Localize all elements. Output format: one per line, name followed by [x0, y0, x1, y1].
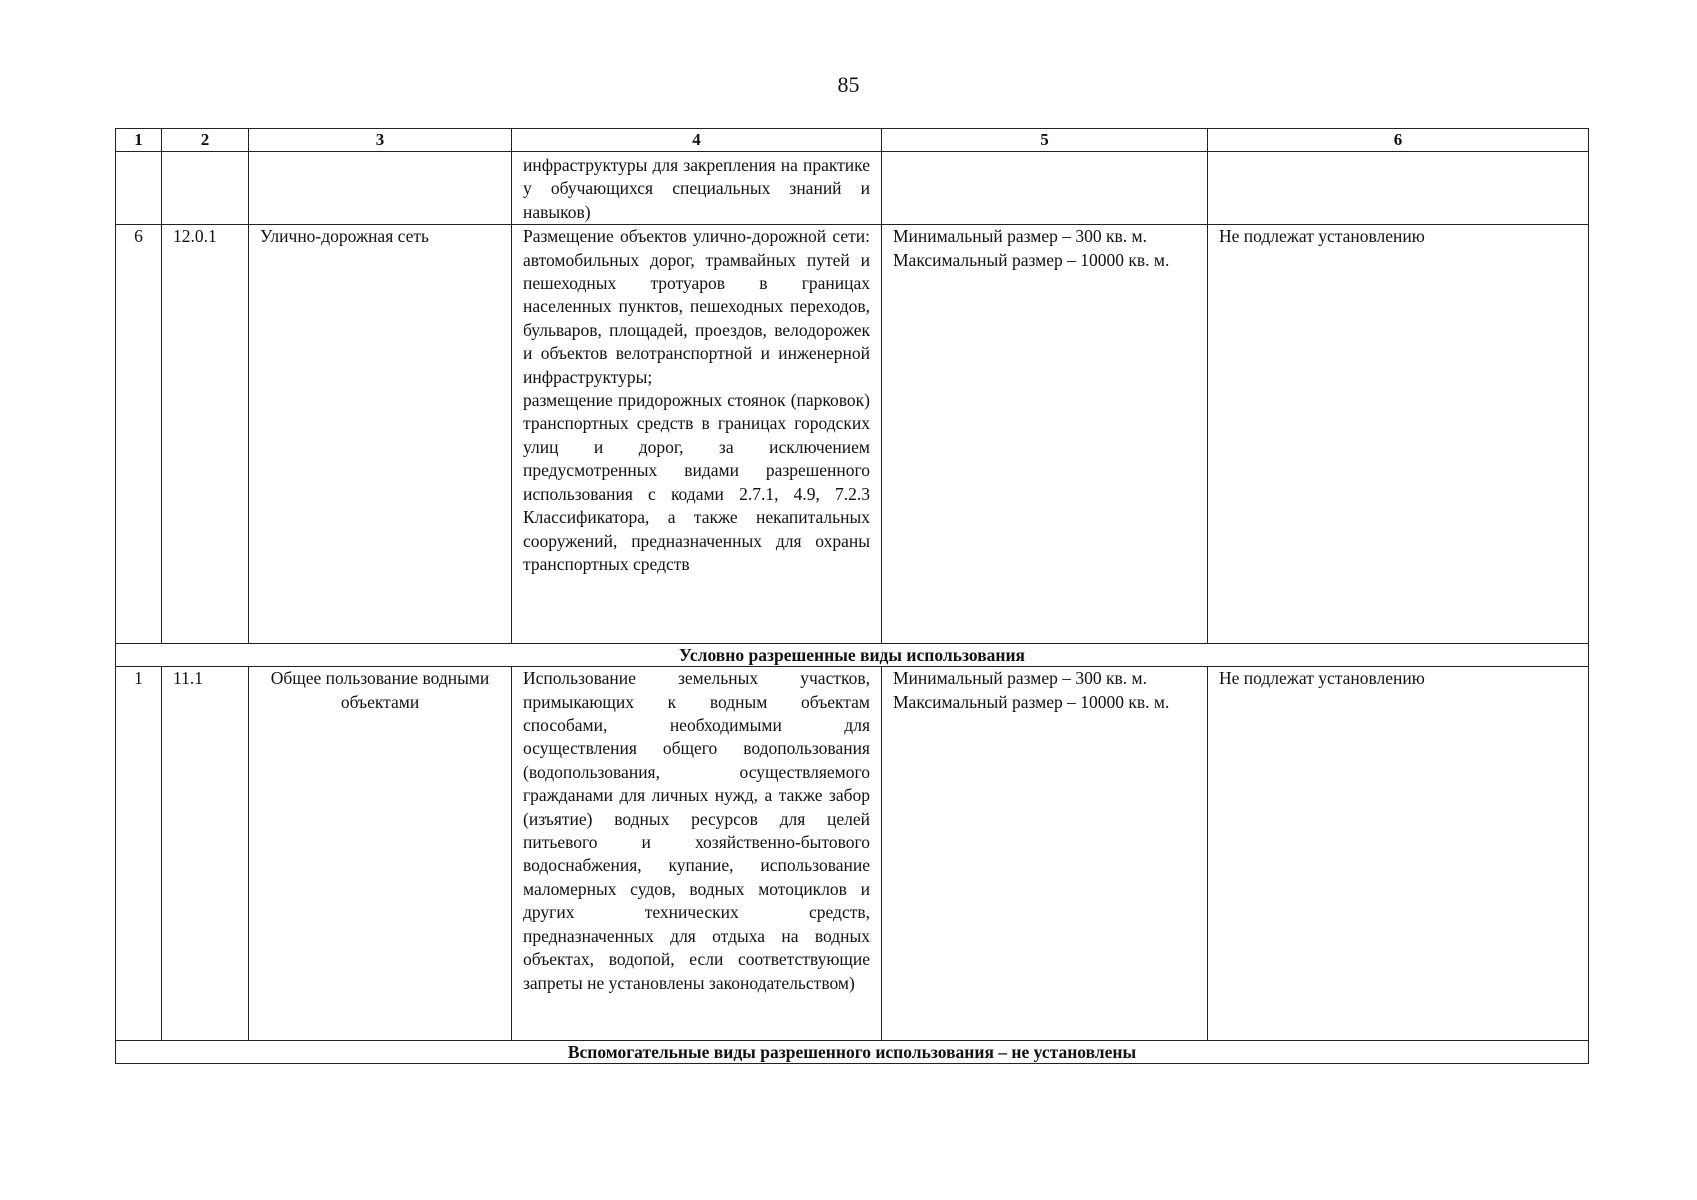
size-max: Максимальный размер – 10000 кв. м.: [893, 691, 1170, 712]
section-title-auxiliary: Вспомогательные виды разрешенного использования – не установлены: [116, 1041, 1589, 1064]
size-min: Минимальный размер – 300 кв. м.: [893, 668, 1147, 689]
cell-empty: [116, 152, 162, 225]
size-max: Максимальный размер – 10000 кв. м.: [893, 249, 1170, 270]
table-row-street-network: [116, 225, 1589, 644]
use-name: Общее пользование водными объектами: [249, 667, 512, 1041]
page-number: 85: [837, 72, 860, 97]
table-row-water-use: [116, 667, 1589, 1041]
row-number: 6: [116, 225, 162, 644]
use-description: Использование земельных участков, примыкающих к водным объектам способами, необходимыми для осуществления общего водопользования (водопользования, осуществляемого гражданами для личных нужд, а также забор (изъятие) водных ресурсов для целей питьевого и хозяйственно-бытового водоснабжения, купание, использование маломерных судов, водных мотоциклов и других технических средств, предназначенных для отдыха на водных объектах, водопой, если соответствующие запреты не установлены законодательством): [512, 667, 882, 1041]
section-row-conditional: [116, 644, 1589, 667]
restrictions: Не подлежат установлению: [1208, 667, 1589, 1041]
description-paragraph-2: размещение придорожных стоянок (парковок) транспортных средств в границах городских улиц и дорог, за исключением предусмотренных видами разрешенного использования с кодами 2.7.1, 4.9, 7.2.3 Классификатора, а также некапитальных сооружений, предназначенных для охраны транспортных средств: [523, 390, 870, 574]
cell-empty: [882, 152, 1208, 225]
row-number: 1: [116, 667, 162, 1041]
section-row-auxiliary: [116, 1041, 1589, 1064]
description-paragraph-1: Размещение объектов улично-дорожной сети: автомобильных дорог, трамвайных путей и пешеходных тротуаров в границах населенных пунктов, пешеходных переходов, бульваров, площадей, проездов, велодорожек и объектов велотранспортной и инженерной инфраструктуры;: [523, 226, 870, 387]
use-name: Улично-дорожная сеть: [249, 225, 512, 644]
header-col-5: 5: [882, 129, 1208, 152]
header-row: [116, 129, 1589, 152]
cell-empty: [1208, 152, 1589, 225]
header-col-1: 1: [116, 129, 162, 152]
zoning-table: [115, 128, 1589, 1064]
plot-size-limits: [882, 225, 1208, 644]
header-col-6: 6: [1208, 129, 1589, 152]
continuation-row: [116, 152, 1589, 225]
size-min: Минимальный размер – 300 кв. м.: [893, 226, 1147, 247]
use-code: 11.1: [162, 667, 249, 1041]
header-col-3: 3: [249, 129, 512, 152]
cell-empty: [249, 152, 512, 225]
use-description: [512, 225, 882, 644]
restrictions: Не подлежат установлению: [1208, 225, 1589, 644]
header-col-2: 2: [162, 129, 249, 152]
plot-size-limits: [882, 667, 1208, 1041]
use-code: 12.0.1: [162, 225, 249, 644]
section-title-conditional: Условно разрешенные виды использования: [116, 644, 1589, 667]
header-col-4: 4: [512, 129, 882, 152]
continuation-description: инфраструктуры для закрепления на практике у обучающихся специальных знаний и навыков): [512, 152, 882, 225]
cell-empty: [162, 152, 249, 225]
